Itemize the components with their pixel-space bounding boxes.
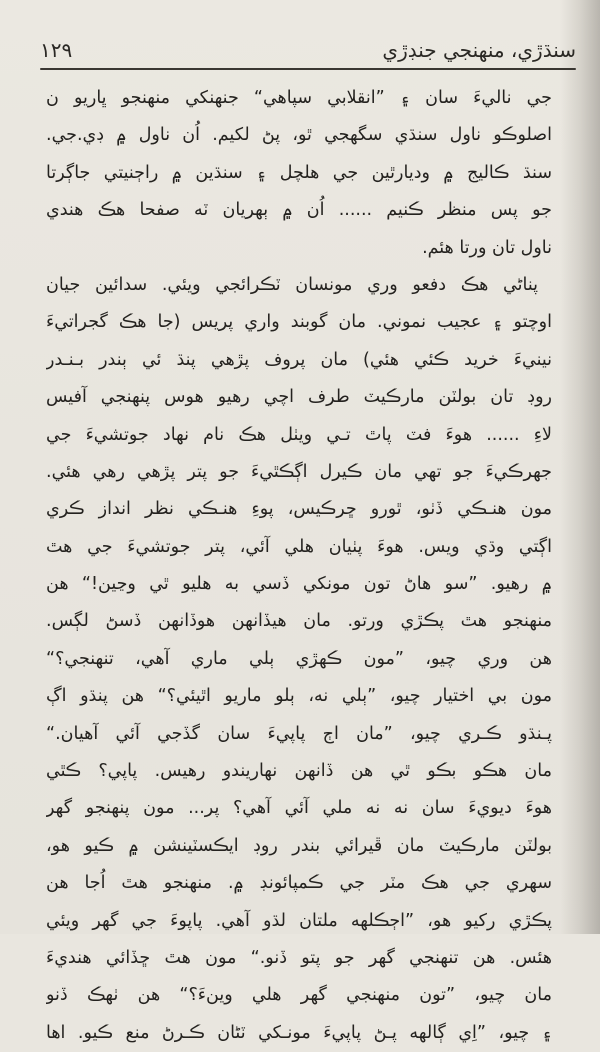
text-line: بولٽن مارڪيٽ مان ڦيرائي بندر روڊ ايڪسٽينشن ۾ ڪيو هو، xyxy=(46,835,552,856)
text-line: هوءَ ديويءَ سان نه نه ملي آئي آهي؟ پر... مون پنهنجو گهر xyxy=(46,798,552,819)
text-line: مون هنـڪي ڏٺو، ٿورو ڇرڪيس، پوءِ هنـڪي نظر انداز ڪري xyxy=(46,499,552,520)
text-line: منهنجو هٿ پڪڙي ورتو. مان هيڏانهن هوڏانهن ڏسڻ لڳس. xyxy=(46,611,552,632)
text-line: مان هڪو بڪو ٿي هن ڏانهن نهاريندو رهيس. پاپي؟ ڪٿي xyxy=(46,761,552,782)
text-line: روڊ تان بولٽن مارڪيٽ طرف اچي رهيو هوس پنهنجي آفيس xyxy=(46,387,552,408)
text-line: جي ناليءَ سان ۽ ”انقلابي سپاهي“ جنهنکي منهنجو ڀاريو ن xyxy=(46,88,552,108)
text-line: هئس. هن تنهنجي گهر جو پتو ڏنو.“ مون هٿ ڇڏائي هنديءَ xyxy=(46,947,552,968)
text-line: اصلوڪو ناول سنڌي سگهجي ٿو، پڻ لکيم. اُن ناول ۾ ڊي.جي. xyxy=(46,125,552,146)
text-line: سهري جي هڪ مٽر جي ڪمپائونڊ ۾. منهنجو هٿ اُجا هن xyxy=(46,873,552,894)
text-line: نينيءَ خريد ڪئي هئي) مان پروف پڙهي پنڌ ئي ٻندر بـنـدر xyxy=(46,349,552,370)
header-rule-divider xyxy=(40,68,576,70)
text-line: پڪڙي رکيو هو، ”اڄڪلهه ملتان لڌو آهي. پاپوءَ جي گهر ويئي xyxy=(46,910,552,931)
text-line: جو پس منظر ڪنيم ...... اُن ۾ ٻهريان ٽه صفحا هڪ هندي xyxy=(46,200,552,221)
text-line: اڳتي وڌي ويس. هوءَ پٺيان هلي آئي، پتر جوتشيءَ جي هٿ xyxy=(46,536,552,557)
text-line: جهرڪيءَ جو تهي مان ڪيرل اڳڪٿيءَ جو پتر پڙهي رهي هئي. xyxy=(46,461,552,482)
text-line: لاءِ ...... هوءَ فٽ پاٿ تـي ويٺل هڪ نام نهاد جوتشيءَ جي xyxy=(46,424,552,445)
text-line: مون بي اختيار چيو، ”ٻلي نه، ٻلو ماريو اٿيئي؟“ هن پنڌو اڳ xyxy=(46,686,552,707)
text-line: سنڌ ڪاليج ۾ وديارٿين جي هلچل ۽ سنڌين ۾ راڄنيتي جاڳرتا xyxy=(46,162,552,183)
text-line: پـنڌو ڪـري چيو، ”مان اڄ پاپيءَ سان گڏجي آئي آهيان.“ xyxy=(46,723,552,744)
text-line: ۽ چيو، ”اِي ڳالهه پـڻ پاپيءَ مونـکي ٽڻان ڪـرڻ منع ڪيو. اها xyxy=(46,1022,552,1043)
text-line: ناول تان ورتا هئم. xyxy=(422,237,552,258)
running-head-title: سنڌڙي، منهنجي جنڊڙي xyxy=(382,38,576,62)
text-line: مان چيو، ”تون منهنجي گهر هلي وينءَ؟“ هن ٺهڪ ڏنو xyxy=(46,985,552,1006)
text-line: اوچتو ۽ عجيب نموني. مان گوبند واري پريس (جا هڪ گجراتيءَ xyxy=(46,312,552,333)
text-line-paragraph-start: پناڻي هڪ دفعو وري مونسان ٽڪرائجي ويئي. سدائين جيان xyxy=(46,274,538,295)
page-number: ١٢٩ xyxy=(40,38,73,62)
body-text xyxy=(46,80,552,1052)
running-head xyxy=(40,28,576,62)
text-line: هن وري چيو، ”مون ڪهڙي ٻلي ماري آهي، تنهنجي؟“ xyxy=(46,648,552,669)
text-line: ۾ رهيو. ”سو هاڻ تون مونکي ڏسي به هليو ٿي وڃين!“ هن xyxy=(46,574,552,595)
